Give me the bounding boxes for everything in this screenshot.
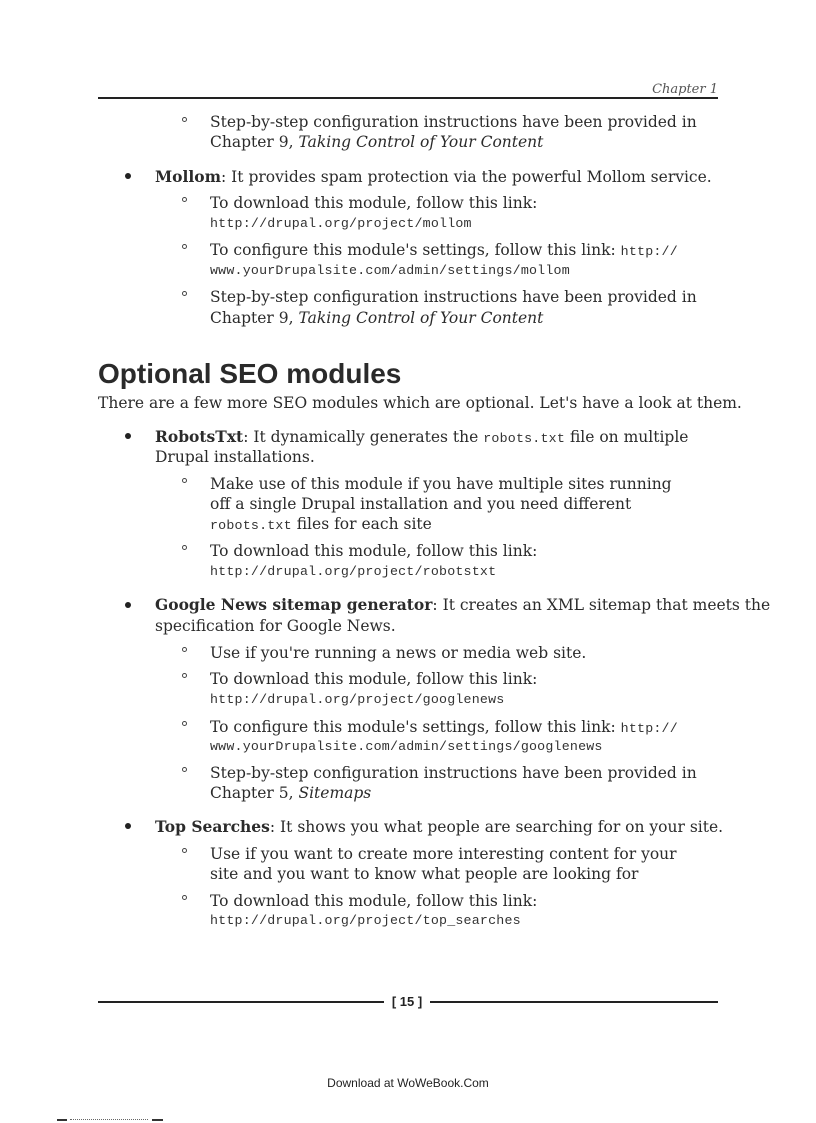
topsearches-use-line2: site and you want to know what people are looking for: [210, 865, 639, 883]
mollom-description: Mollom: It provides spam protection via the powerful Mollom service.: [155, 167, 712, 186]
bullet-icon: [125, 602, 131, 608]
googlenews-name: Google News sitemap generator: [155, 595, 433, 614]
topsearches-description: Top Searches: It shows you what people are searching for on your site.: [155, 817, 724, 836]
sub-bullet-icon: [182, 117, 187, 122]
googlenews-config-link-part1[interactable]: http://: [620, 721, 678, 736]
googlenews-step-line2: Chapter 5, Sitemaps: [210, 784, 372, 802]
footer-rule-left: [98, 1001, 384, 1003]
continuation-step-line2: Chapter 9, Taking Control of Your Content: [210, 133, 544, 151]
sub-bullet-icon: [182, 291, 187, 296]
robotstxt-download-link[interactable]: http://drupal.org/project/robotstxt: [210, 564, 497, 579]
googlenews-config-text: To configure this module's settings, follow this link: http://: [210, 718, 678, 736]
bullet-icon: [125, 823, 131, 829]
section-heading: Optional SEO modules: [98, 358, 402, 389]
googlenews-download-link[interactable]: http://drupal.org/project/googlenews: [210, 692, 505, 707]
sub-bullet-icon: [182, 545, 187, 550]
download-credit: Download at WoWeBook.Com: [327, 1076, 489, 1090]
scan-artifact: [57, 1119, 67, 1121]
googlenews-description: Google News sitemap generator: It creates an XML sitemap that meets the: [155, 595, 771, 614]
googlenews-description-line2: specification for Google News.: [155, 617, 396, 635]
sub-bullet-icon: [182, 244, 187, 249]
googlenews-download-text: To download this module, follow this link:: [210, 670, 538, 688]
robotstxt-use-line2: off a single Drupal installation and you need different: [210, 495, 632, 513]
robotstxt-description-line2: Drupal installations.: [155, 448, 315, 466]
bullet-icon: [125, 433, 131, 439]
scan-artifact: [70, 1119, 148, 1120]
sub-bullet-icon: [182, 478, 187, 483]
bullet-icon: [125, 173, 131, 179]
mollom-step-line1: Step-by-step configuration instructions have been provided in: [210, 288, 697, 306]
sub-bullet-icon: [182, 895, 187, 900]
mollom-download-link[interactable]: http://drupal.org/project/mollom: [210, 216, 472, 231]
robotstxt-description: RobotsTxt: It dynamically generates the robots.txt file on multiple: [155, 427, 689, 446]
topsearches-name: Top Searches: [155, 817, 270, 836]
continuation-step-line1: Step-by-step configuration instructions have been provided in: [210, 113, 697, 131]
mollom-step-line2: Chapter 9, Taking Control of Your Content: [210, 309, 544, 327]
page-number: [ 15 ]: [391, 994, 423, 1009]
sub-bullet-icon: [182, 647, 187, 652]
googlenews-use-text: Use if you're running a news or media web site.: [210, 644, 587, 662]
googlenews-step-line1: Step-by-step configuration instructions have been provided in: [210, 764, 697, 782]
sub-bullet-icon: [182, 673, 187, 678]
topsearches-use-line1: Use if you want to create more interesting content for your: [210, 845, 677, 863]
mollom-download-text: To download this module, follow this link:: [210, 194, 538, 212]
footer-rule-right: [430, 1001, 718, 1003]
topsearches-download-text: To download this module, follow this link:: [210, 892, 538, 910]
robotstxt-name: RobotsTxt: [155, 427, 244, 446]
sub-bullet-icon: [182, 721, 187, 726]
scan-artifact: [152, 1119, 163, 1121]
mollom-config-link-part1[interactable]: http://: [620, 244, 678, 259]
sub-bullet-icon: [182, 767, 187, 772]
sub-bullet-icon: [182, 197, 187, 202]
chapter-label: Chapter 1: [652, 82, 718, 97]
sub-bullet-icon: [182, 848, 187, 853]
robotstxt-download-text: To download this module, follow this link:: [210, 542, 538, 560]
topsearches-download-link[interactable]: http://drupal.org/project/top_searches: [210, 913, 521, 928]
robotstxt-use-line3: robots.txt files for each site: [210, 515, 432, 533]
mollom-config-text: To configure this module's settings, follow this link: http://: [210, 241, 678, 259]
mollom-name: Mollom: [155, 167, 222, 186]
header-rule: [98, 97, 718, 99]
mollom-config-link[interactable]: www.yourDrupalsite.com/admin/settings/mollom: [210, 263, 570, 278]
robotstxt-use-line1: Make use of this module if you have multiple sites running: [210, 475, 672, 493]
googlenews-config-link[interactable]: www.yourDrupalsite.com/admin/settings/googlenews: [210, 739, 603, 754]
section-intro: There are a few more SEO modules which are optional. Let's have a look at them.: [98, 394, 742, 412]
